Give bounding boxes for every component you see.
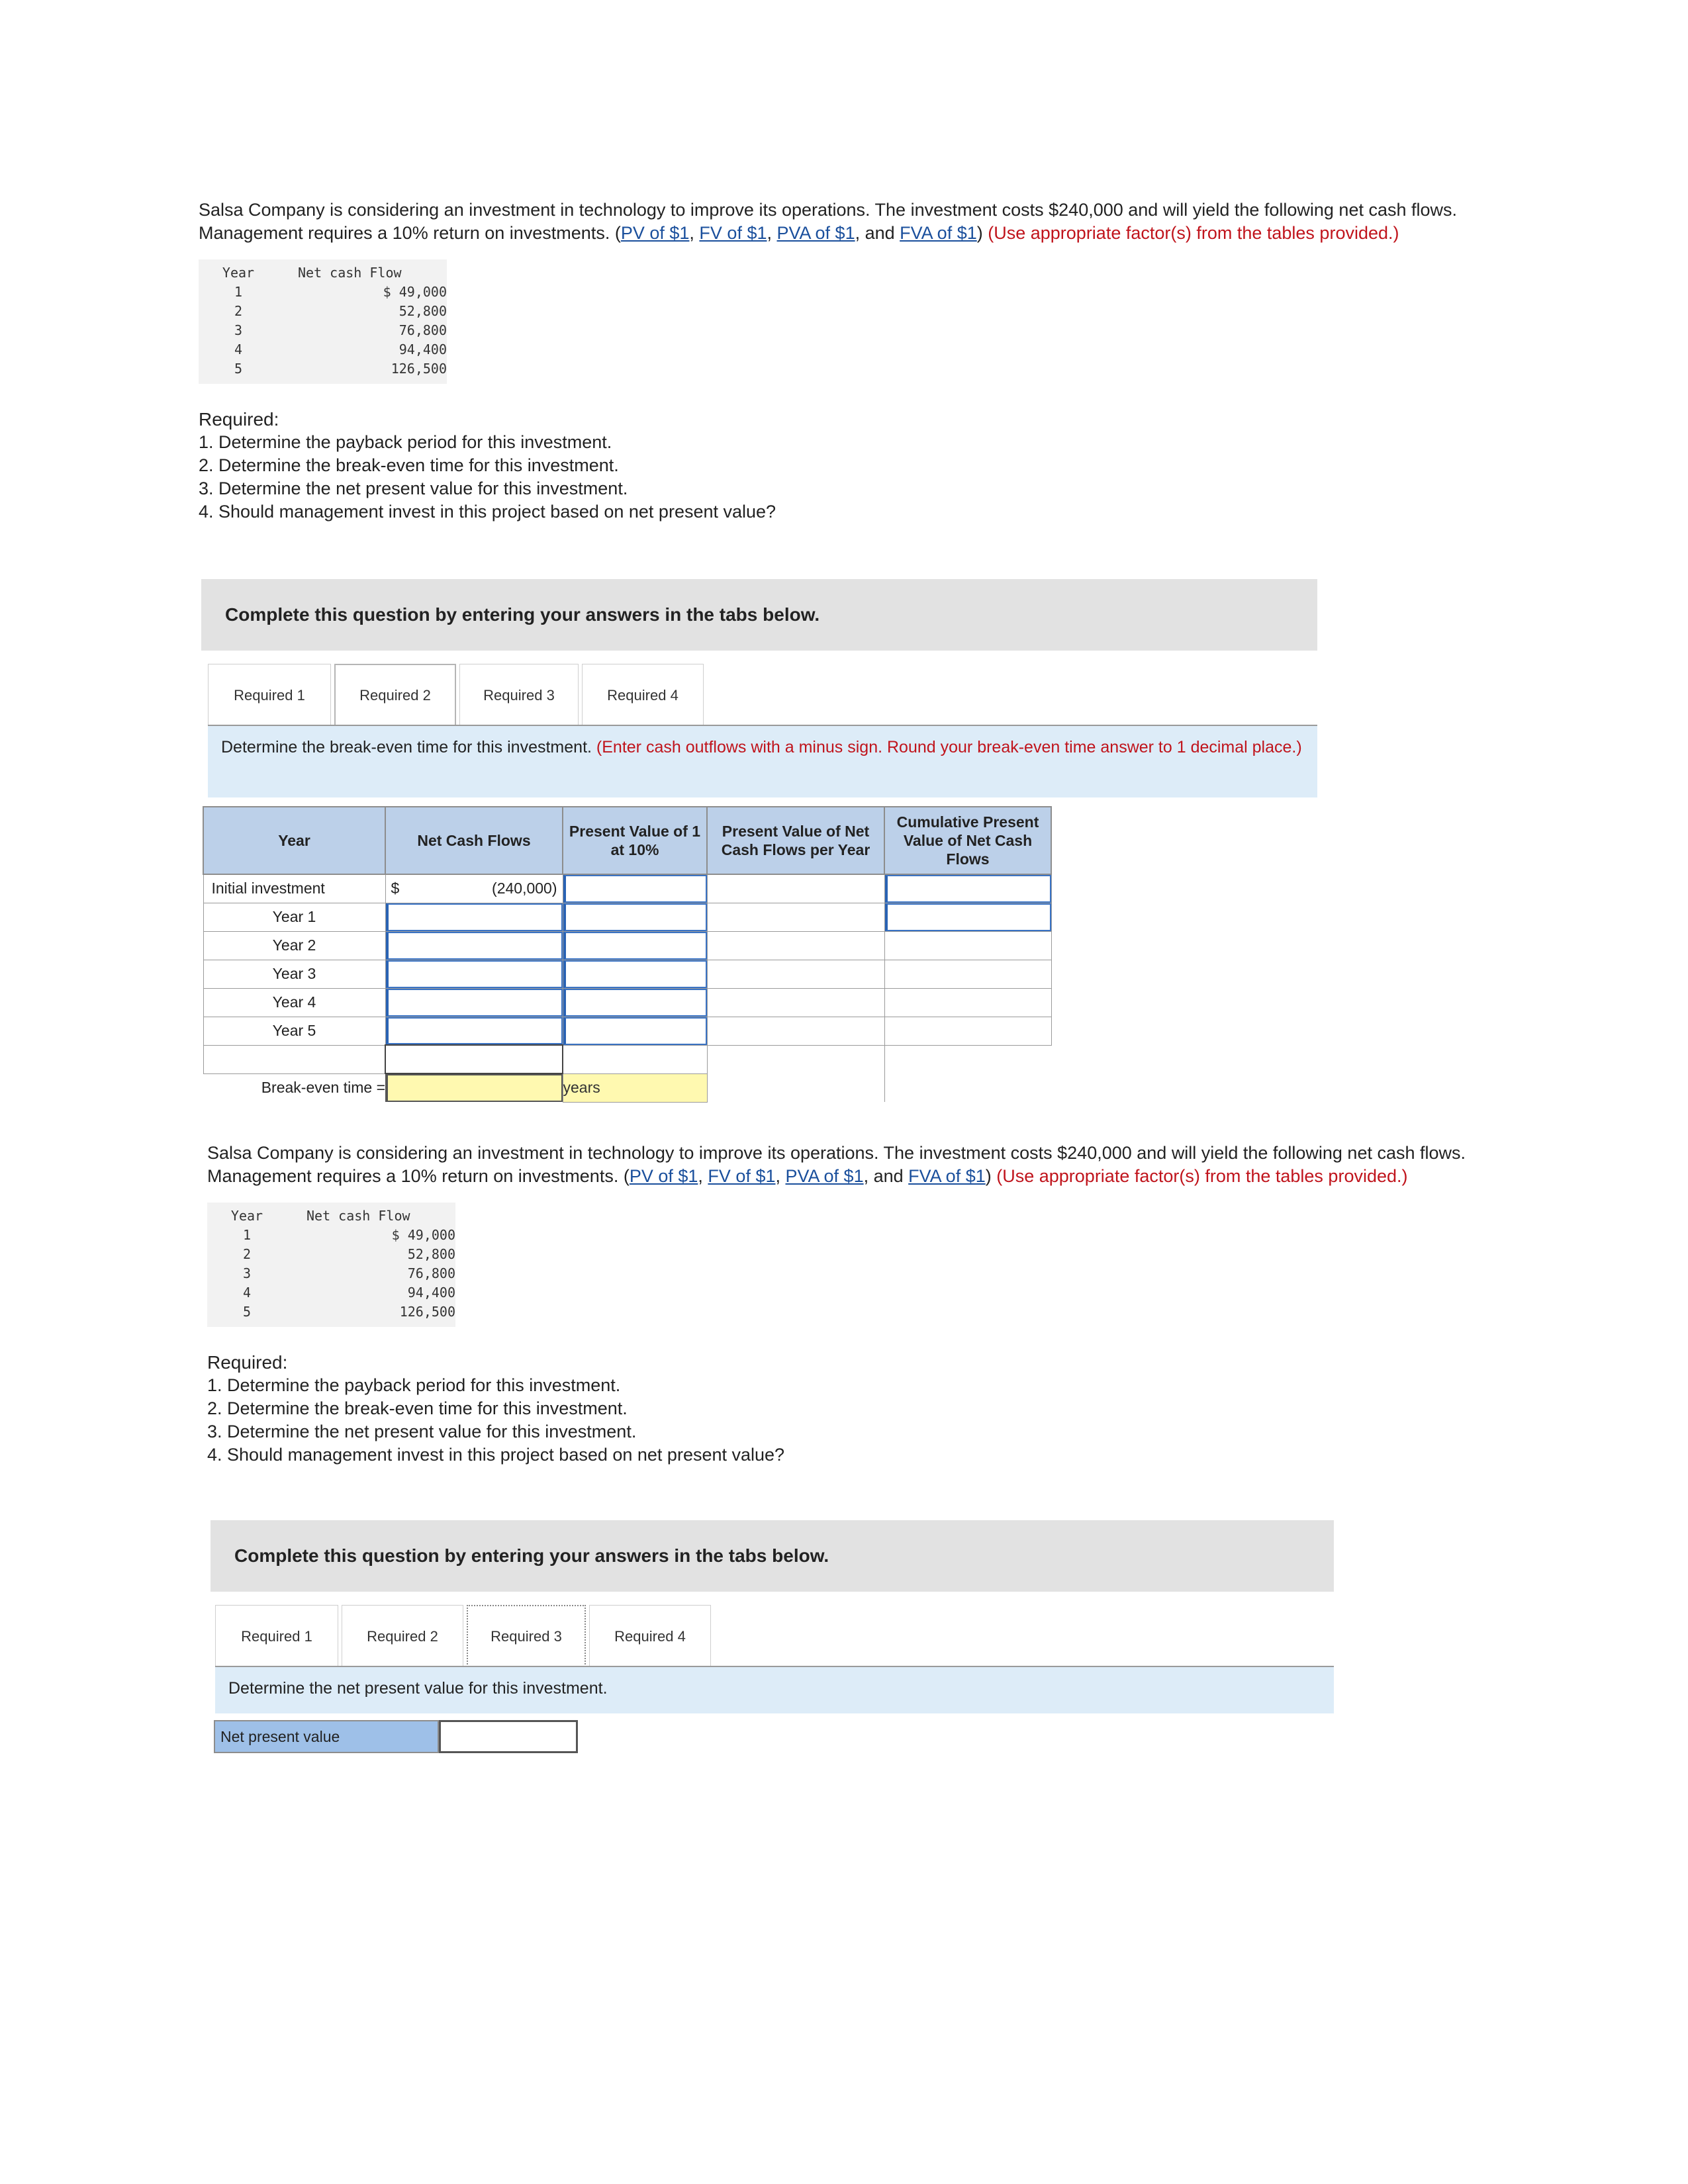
break-even-label: Break-even time = [261,1079,385,1097]
npv-label: Net present value [214,1720,439,1753]
row-label: Year 1 [203,903,385,931]
col-net-cash-flows: Net Cash Flows [385,807,563,874]
pv-factor-input[interactable] [563,989,707,1017]
table-row [203,1017,1051,1045]
npv-input[interactable] [439,1720,578,1753]
row-label: Year 3 [203,960,385,988]
required-list: Required: 1. Determine the payback period for this investment. 2. Determine the break-even time for this investment. 3. Determine the net present value for this investment. 4. Should management invest in this project based on net present value? [207,1352,785,1465]
problem-intro: Salsa Company is considering an investment in technology to improve its operations. The investment costs $240,000 and will yield the following net cash flows. Management requires a 10% return on investments. (PV of $1, FV of $1, PVA of $1, and FVA of $1) (Use appropriate factor(s) from the tables provided.) [207,1143,1466,1186]
cash-flow-data: Year Net cash Flow 1 $ 49,000 2 52,800 3 76,800 4 94,400 5 126,500 [207,1203,455,1327]
years-label: years [563,1073,707,1102]
net-cash-flow-input[interactable] [386,932,563,960]
factor-note: (Use appropriate factor(s) from the tables provided.) [996,1166,1408,1186]
col-cumulative-pv: Cumulative Present Value of Net Cash Flows [884,807,1051,874]
pv-factor-input[interactable] [563,875,707,903]
tab-bar [215,1605,714,1667]
cash-flow-data: Year Net cash Flow 1 $ 49,000 2 52,800 3 76,800 4 94,400 5 126,500 [199,259,447,384]
tab-required-3[interactable]: Required 3 [467,1605,586,1667]
tab-required-1[interactable]: Required 1 [215,1605,338,1667]
tab-required-4[interactable]: Required 4 [589,1605,711,1667]
net-cash-flow-input[interactable] [386,989,563,1017]
break-even-instruction: Determine the break-even time for this investment. (Enter cash outflows with a minus sign. Round your break-even time answer to 1 decimal place.) [208,726,1317,797]
npv-row [214,1720,578,1753]
pv-factor-input[interactable] [563,903,707,931]
col-pv-net-cash-flows: Present Value of Net Cash Flows per Year [707,807,884,874]
break-even-row [203,1073,1051,1102]
fva-link[interactable]: FVA of $1 [900,223,977,243]
pv-link[interactable]: PV of $1 [620,223,690,243]
table-row [203,988,1051,1017]
cumulative-pv-input[interactable] [885,875,1051,903]
tab-required-3[interactable]: Required 3 [459,664,579,726]
pv-factor-input[interactable] [563,1017,707,1045]
net-cash-flow-input[interactable] [386,960,563,988]
table-header-row [203,807,1051,874]
initial-investment-cell: $ (240,000) [385,874,563,903]
row-label: Initial investment [203,874,385,903]
table-row [203,903,1051,931]
fv-link[interactable]: FV of $1 [699,223,767,243]
problem-block-1 [199,199,1523,1097]
row-label: Year 2 [203,931,385,960]
cumulative-pv-input[interactable] [885,903,1051,931]
pva-link[interactable]: PVA of $1 [785,1166,864,1186]
row-label: Year 4 [203,988,385,1017]
table-row [203,931,1051,960]
pv-factor-input[interactable] [563,960,707,988]
instructions-banner: Complete this question by entering your answers in the tabs below. [211,1520,1334,1592]
instructions-banner: Complete this question by entering your answers in the tabs below. [201,579,1317,651]
fv-link[interactable]: FV of $1 [708,1166,776,1186]
pv-link[interactable]: PV of $1 [629,1166,698,1186]
problem-block-2 [207,1142,1531,1745]
tab-required-1[interactable]: Required 1 [208,664,331,726]
net-cash-flow-input[interactable] [386,1017,563,1045]
row-label: Year 5 [203,1017,385,1045]
pv-factor-input[interactable] [563,932,707,960]
net-cash-flow-input[interactable] [386,903,563,931]
pva-link[interactable]: PVA of $1 [776,223,855,243]
table-row [203,960,1051,988]
fva-link[interactable]: FVA of $1 [908,1166,986,1186]
tab-required-4[interactable]: Required 4 [582,664,704,726]
table-row [203,874,1051,903]
tab-bar [208,664,707,726]
required-list: Required: 1. Determine the payback period for this investment. 2. Determine the break-even time for this investment. 3. Determine the net present value for this investment. 4. Should management invest in this project based on net present value? [199,409,776,522]
problem-intro: Salsa Company is considering an investment in technology to improve its operations. The investment costs $240,000 and will yield the following net cash flows. Management requires a 10% return on investments. (PV of $1, FV of $1, PVA of $1, and FVA of $1) (Use appropriate factor(s) from the tables provided.) [199,200,1458,243]
tab-required-2[interactable]: Required 2 [334,664,456,726]
table-row [203,1045,1051,1073]
factor-note: (Use appropriate factor(s) from the tables provided.) [988,223,1399,243]
break-even-table [203,806,1052,1103]
break-even-input[interactable] [385,1074,563,1102]
tab-required-2[interactable]: Required 2 [342,1605,463,1667]
col-pv-factor: Present Value of 1 at 10% [563,807,707,874]
npv-instruction: Determine the net present value for this investment. [215,1667,1334,1713]
col-year: Year [203,807,385,874]
